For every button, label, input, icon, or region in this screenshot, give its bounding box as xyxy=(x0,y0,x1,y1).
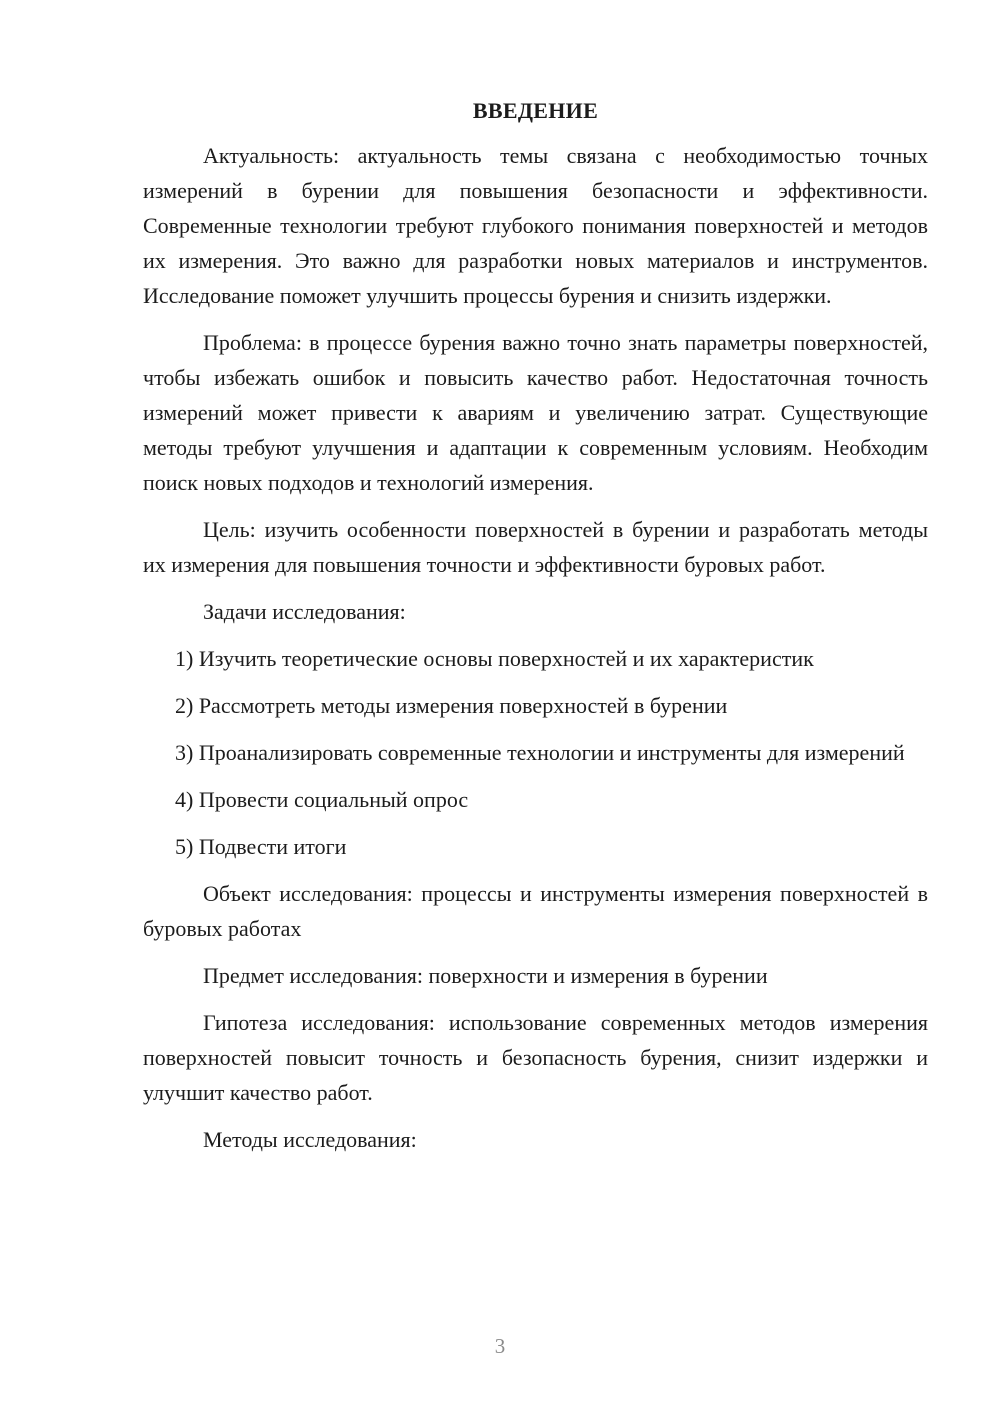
paragraph-subject: Предмет исследования: поверхности и измерения в бурении xyxy=(203,963,768,988)
paragraph-methods: Методы исследования: xyxy=(203,1127,417,1152)
paragraph-tasks-title: Задачи исследования: xyxy=(203,599,406,624)
paragraph-problem: Проблема: в процессе бурения важно точно знать параметры поверхностей, чтобы избежать ошибок и повысить качество работ. Недостаточная точность измерений может привести к авариям и увеличению затрат. Существующие методы требуют улучшения и адаптации к современным условиям. Необходим поиск новых подходов и технологий измерения. xyxy=(143,330,928,495)
task-item-4: 4) Провести социальный опрос xyxy=(175,787,469,812)
page-number: 3 xyxy=(494,1334,506,1358)
paragraph-object: Объект исследования: процессы и инструменты измерения поверхностей в буровых работах xyxy=(143,881,928,941)
task-item-1: 1) Изучить теоретические основы поверхностей и их характеристик xyxy=(175,646,814,671)
paragraph-goal: Цель: изучить особенности поверхностей в бурении и разработать методы их измерения для повышения точности и эффективности буровых работ. xyxy=(143,517,928,577)
section-heading: ВВЕДЕНИЕ xyxy=(472,98,599,123)
paragraph-hypothesis: Гипотеза исследования: использование современных методов измерения поверхностей повысит точность и безопасность бурения, снизит издержки и улучшит качество работ. xyxy=(143,1010,928,1105)
task-item-2: 2) Рассмотреть методы измерения поверхностей в бурении xyxy=(175,693,728,718)
task-item-5: 5) Подвести итоги xyxy=(175,834,347,859)
paragraph-relevance: Актуальность: актуальность темы связана с необходимостью точных измерений в бурении для повышения безопасности и эффективности. Современные технологии требуют глубокого понимания поверхностей и методов их измерения. Это важно для разработки новых материалов и инструментов. Исследование поможет улучшить процессы бурения и снизить издержки. xyxy=(143,143,928,308)
page-content xyxy=(143,96,928,1169)
task-item-3: 3) Проанализировать современные технологии и инструменты для измерений xyxy=(175,740,905,765)
